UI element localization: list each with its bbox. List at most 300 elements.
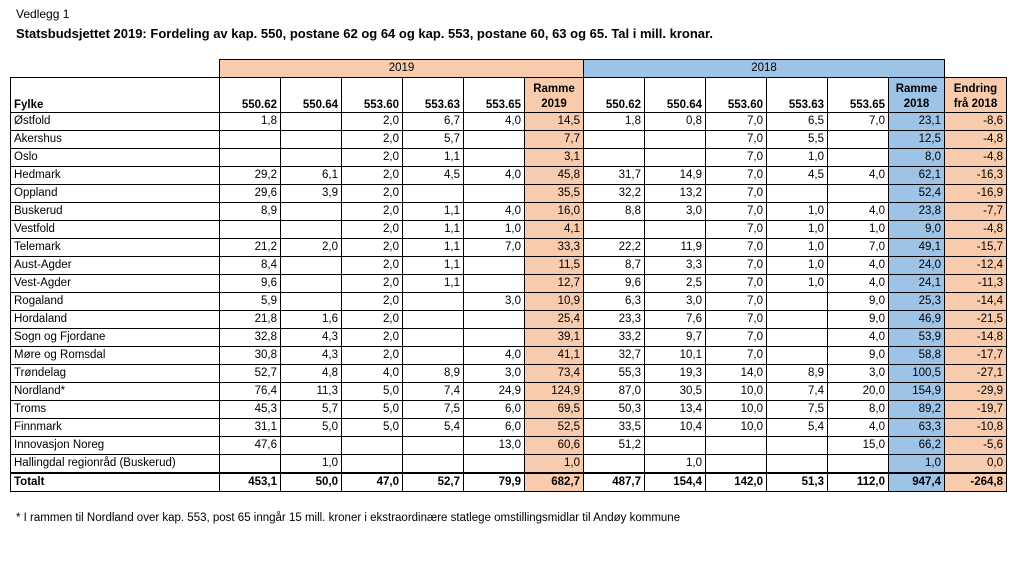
value-cell: 3,0 (645, 203, 706, 221)
total-value-cell: 453,1 (220, 473, 281, 492)
value-cell: 58,8 (889, 347, 945, 365)
value-cell: -19,7 (945, 401, 1007, 419)
fylke-cell: Sogn og Fjordane (11, 329, 220, 347)
total-row (11, 473, 1007, 492)
value-cell: 50,3 (584, 401, 645, 419)
col-header-fylke: Fylke (11, 78, 220, 113)
fylke-cell: Vest-Agder (11, 275, 220, 293)
value-cell: 2,0 (342, 275, 403, 293)
value-cell: 124,9 (525, 383, 584, 401)
value-cell: 5,9 (220, 293, 281, 311)
col-header-ramme-2019: Ramme 2019 (525, 78, 584, 113)
value-cell: 5,4 (403, 419, 464, 437)
budget-table (10, 59, 1007, 492)
value-cell: 1,0 (281, 455, 342, 474)
value-cell: -15,7 (945, 239, 1007, 257)
table-row (11, 401, 1007, 419)
value-cell (281, 275, 342, 293)
value-cell: 6,7 (403, 113, 464, 131)
value-cell: 2,0 (342, 131, 403, 149)
value-cell: 0,8 (645, 113, 706, 131)
value-cell: 9,0 (889, 221, 945, 239)
value-cell: 4,5 (403, 167, 464, 185)
value-cell: 30,5 (645, 383, 706, 401)
value-cell: 73,4 (525, 365, 584, 383)
footnote: * I rammen til Nordland over kap. 553, post 65 inngår 15 mill. kroner i ekstraordinære statlege omstillingsmidlar til Andøy kommune (16, 512, 681, 524)
value-cell: 2,0 (342, 311, 403, 329)
table-row (11, 275, 1007, 293)
value-cell (464, 149, 525, 167)
value-cell: 4,0 (828, 275, 889, 293)
value-cell (342, 437, 403, 455)
value-cell: 1,1 (403, 221, 464, 239)
value-cell: 3,3 (645, 257, 706, 275)
total-value-cell: 682,7 (525, 473, 584, 492)
fylke-cell: Nordland* (11, 383, 220, 401)
value-cell: 7,0 (828, 113, 889, 131)
value-cell: 14,0 (706, 365, 767, 383)
value-cell: 11,3 (281, 383, 342, 401)
value-cell (767, 311, 828, 329)
col-header-2018-553-63: 553.63 (767, 78, 828, 113)
value-cell: 7,0 (706, 131, 767, 149)
value-cell: 2,0 (342, 257, 403, 275)
value-cell: 14,5 (525, 113, 584, 131)
group-header-2018: 2018 (584, 60, 945, 78)
value-cell: 4,0 (464, 167, 525, 185)
value-cell: 1,0 (525, 455, 584, 474)
value-cell: 51,2 (584, 437, 645, 455)
value-cell: 1,1 (403, 203, 464, 221)
value-cell: 9,6 (220, 275, 281, 293)
value-cell: 60,6 (525, 437, 584, 455)
value-cell (464, 257, 525, 275)
value-cell: 4,0 (464, 113, 525, 131)
value-cell (464, 131, 525, 149)
table-row (11, 203, 1007, 221)
value-cell: 41,1 (525, 347, 584, 365)
value-cell: 31,1 (220, 419, 281, 437)
value-cell: 7,0 (706, 311, 767, 329)
value-cell: 5,7 (403, 131, 464, 149)
fylke-cell: Vestfold (11, 221, 220, 239)
value-cell: -11,3 (945, 275, 1007, 293)
value-cell: 3,0 (464, 365, 525, 383)
col-header-endring: Endring frå 2018 (945, 78, 1007, 113)
table-row (11, 365, 1007, 383)
value-cell (281, 131, 342, 149)
value-cell (645, 437, 706, 455)
value-cell: 5,0 (342, 383, 403, 401)
table-row (11, 149, 1007, 167)
col-header-ramme-2018: Ramme 2018 (889, 78, 945, 113)
value-cell: 4,0 (828, 419, 889, 437)
value-cell: 21,8 (220, 311, 281, 329)
value-cell: 7,0 (706, 113, 767, 131)
value-cell: 2,0 (342, 239, 403, 257)
table-row (11, 419, 1007, 437)
fylke-cell: Akershus (11, 131, 220, 149)
value-cell: 55,3 (584, 365, 645, 383)
total-value-cell: 52,7 (403, 473, 464, 492)
value-cell: 1,0 (889, 455, 945, 474)
value-cell: 1,0 (767, 257, 828, 275)
value-cell: 7,0 (706, 167, 767, 185)
value-cell (828, 185, 889, 203)
fylke-cell: Innovasjon Noreg (11, 437, 220, 455)
value-cell: 7,0 (706, 203, 767, 221)
value-cell: 19,3 (645, 365, 706, 383)
value-cell: 23,1 (889, 113, 945, 131)
table-row (11, 239, 1007, 257)
value-cell: 6,5 (767, 113, 828, 131)
value-cell: 5,5 (767, 131, 828, 149)
value-cell: 3,9 (281, 185, 342, 203)
value-cell: 22,2 (584, 239, 645, 257)
value-cell: -21,5 (945, 311, 1007, 329)
value-cell (645, 149, 706, 167)
value-cell: 11,5 (525, 257, 584, 275)
value-cell: 2,0 (342, 203, 403, 221)
value-cell (403, 455, 464, 474)
page-title: Statsbudsjettet 2019: Fordeling av kap. 550, postane 62 og 64 og kap. 553, postane 60, 63 og 65. Tal i mill. kronar. (16, 26, 713, 41)
value-cell: 2,5 (645, 275, 706, 293)
value-cell: -27,1 (945, 365, 1007, 383)
appendix-label: Vedlegg 1 (16, 7, 70, 21)
value-cell (220, 455, 281, 474)
fylke-cell: Hallingdal regionråd (Buskerud) (11, 455, 220, 474)
value-cell: 87,0 (584, 383, 645, 401)
value-cell: -4,8 (945, 131, 1007, 149)
value-cell: 29,2 (220, 167, 281, 185)
value-cell: 2,0 (342, 167, 403, 185)
fylke-cell: Trøndelag (11, 365, 220, 383)
fylke-cell: Hedmark (11, 167, 220, 185)
value-cell: 39,1 (525, 329, 584, 347)
value-cell: 13,2 (645, 185, 706, 203)
value-cell (767, 329, 828, 347)
fylke-cell: Hordaland (11, 311, 220, 329)
value-cell (767, 455, 828, 474)
value-cell: 52,4 (889, 185, 945, 203)
value-cell: 3,1 (525, 149, 584, 167)
value-cell (403, 311, 464, 329)
value-cell: 7,5 (767, 401, 828, 419)
value-cell: 62,1 (889, 167, 945, 185)
value-cell: 24,1 (889, 275, 945, 293)
value-cell (464, 185, 525, 203)
col-header-2019-553-65: 553.65 (464, 78, 525, 113)
value-cell: 7,0 (464, 239, 525, 257)
value-cell: 4,0 (828, 203, 889, 221)
table-row (11, 293, 1007, 311)
value-cell: 25,4 (525, 311, 584, 329)
value-cell (281, 149, 342, 167)
value-cell (281, 113, 342, 131)
value-cell: 10,0 (706, 401, 767, 419)
col-header-2018-550-64: 550.64 (645, 78, 706, 113)
value-cell: 1,0 (828, 221, 889, 239)
value-cell (281, 293, 342, 311)
value-cell (767, 437, 828, 455)
fylke-cell: Møre og Romsdal (11, 347, 220, 365)
group-header-2019: 2019 (220, 60, 584, 78)
value-cell: -8,6 (945, 113, 1007, 131)
value-cell (828, 455, 889, 474)
fylke-cell: Aust-Agder (11, 257, 220, 275)
value-cell: 1,1 (403, 257, 464, 275)
value-cell: 69,5 (525, 401, 584, 419)
value-cell: 6,3 (584, 293, 645, 311)
fylke-cell: Troms (11, 401, 220, 419)
value-cell: 1,0 (645, 455, 706, 474)
value-cell: 14,9 (645, 167, 706, 185)
value-cell (220, 131, 281, 149)
value-cell: 2,0 (342, 329, 403, 347)
value-cell (828, 131, 889, 149)
value-cell: 7,6 (645, 311, 706, 329)
value-cell (767, 185, 828, 203)
total-value-cell: 947,4 (889, 473, 945, 492)
value-cell: 2,0 (342, 347, 403, 365)
value-cell: 4,1 (525, 221, 584, 239)
value-cell: 9,7 (645, 329, 706, 347)
value-cell: -16,9 (945, 185, 1007, 203)
value-cell: -16,3 (945, 167, 1007, 185)
value-cell: 8,0 (889, 149, 945, 167)
total-value-cell: 154,4 (645, 473, 706, 492)
value-cell: 7,4 (767, 383, 828, 401)
value-cell: 7,0 (828, 239, 889, 257)
value-cell: 5,0 (342, 419, 403, 437)
value-cell: 7,0 (706, 347, 767, 365)
value-cell: 2,0 (342, 149, 403, 167)
value-cell: 2,0 (342, 293, 403, 311)
value-cell: 8,9 (220, 203, 281, 221)
value-cell (584, 131, 645, 149)
table-row (11, 455, 1007, 474)
value-cell: 45,8 (525, 167, 584, 185)
fylke-cell: Telemark (11, 239, 220, 257)
value-cell: 53,9 (889, 329, 945, 347)
value-cell: 76,4 (220, 383, 281, 401)
table-row (11, 113, 1007, 131)
total-value-cell: 487,7 (584, 473, 645, 492)
value-cell: 3,0 (464, 293, 525, 311)
value-cell: 12,7 (525, 275, 584, 293)
fylke-cell: Rogaland (11, 293, 220, 311)
value-cell: 3,0 (828, 365, 889, 383)
value-cell: 4,0 (828, 167, 889, 185)
value-cell: 24,0 (889, 257, 945, 275)
value-cell: 4,5 (767, 167, 828, 185)
value-cell (828, 149, 889, 167)
table-row (11, 437, 1007, 455)
value-cell: 12,5 (889, 131, 945, 149)
value-cell: 46,9 (889, 311, 945, 329)
value-cell: 23,8 (889, 203, 945, 221)
value-cell: 10,0 (706, 419, 767, 437)
value-cell: 47,6 (220, 437, 281, 455)
value-cell: 7,5 (403, 401, 464, 419)
value-cell: -4,8 (945, 221, 1007, 239)
value-cell: 8,8 (584, 203, 645, 221)
table-row (11, 257, 1007, 275)
value-cell: 35,5 (525, 185, 584, 203)
value-cell: 32,2 (584, 185, 645, 203)
value-cell: 4,8 (281, 365, 342, 383)
value-cell: 7,0 (706, 329, 767, 347)
value-cell: -12,4 (945, 257, 1007, 275)
value-cell: 7,0 (706, 293, 767, 311)
value-cell: 89,2 (889, 401, 945, 419)
value-cell: 1,1 (403, 239, 464, 257)
value-cell: 66,2 (889, 437, 945, 455)
value-cell: 8,4 (220, 257, 281, 275)
table-row (11, 221, 1007, 239)
value-cell (281, 257, 342, 275)
value-cell (464, 455, 525, 474)
value-cell: 4,0 (828, 257, 889, 275)
total-value-cell: 47,0 (342, 473, 403, 492)
value-cell (584, 149, 645, 167)
value-cell: 7,0 (706, 221, 767, 239)
value-cell: 0,0 (945, 455, 1007, 474)
col-header-2018-553-65: 553.65 (828, 78, 889, 113)
value-cell (464, 329, 525, 347)
value-cell (645, 221, 706, 239)
value-cell: 2,0 (342, 221, 403, 239)
col-header-2018-553-60: 553.60 (706, 78, 767, 113)
value-cell: 23,3 (584, 311, 645, 329)
value-cell: 1,8 (220, 113, 281, 131)
value-cell: 52,7 (220, 365, 281, 383)
value-cell: 7,0 (706, 185, 767, 203)
value-cell: 2,0 (342, 185, 403, 203)
value-cell (220, 149, 281, 167)
value-cell: 4,3 (281, 329, 342, 347)
value-cell: 20,0 (828, 383, 889, 401)
fylke-cell: Buskerud (11, 203, 220, 221)
value-cell: 31,7 (584, 167, 645, 185)
fylke-cell: Finnmark (11, 419, 220, 437)
value-cell: 29,6 (220, 185, 281, 203)
value-cell: 1,0 (464, 221, 525, 239)
value-cell: 4,0 (464, 203, 525, 221)
value-cell: -4,8 (945, 149, 1007, 167)
fylke-cell: Østfold (11, 113, 220, 131)
value-cell (281, 437, 342, 455)
value-cell (403, 347, 464, 365)
total-value-cell: 112,0 (828, 473, 889, 492)
value-cell: 10,0 (706, 383, 767, 401)
value-cell (645, 131, 706, 149)
value-cell: 7,0 (706, 239, 767, 257)
value-cell: 154,9 (889, 383, 945, 401)
value-cell: -10,8 (945, 419, 1007, 437)
total-value-cell: -264,8 (945, 473, 1007, 492)
value-cell: -5,6 (945, 437, 1007, 455)
fylke-cell: Oppland (11, 185, 220, 203)
table-row (11, 167, 1007, 185)
value-cell: 24,9 (464, 383, 525, 401)
value-cell: 4,0 (342, 365, 403, 383)
value-cell: 21,2 (220, 239, 281, 257)
value-cell: -17,7 (945, 347, 1007, 365)
value-cell: 52,5 (525, 419, 584, 437)
value-cell (342, 455, 403, 474)
value-cell (767, 293, 828, 311)
value-cell: -7,7 (945, 203, 1007, 221)
value-cell (464, 275, 525, 293)
value-cell: 7,4 (403, 383, 464, 401)
table-row (11, 329, 1007, 347)
value-cell: 7,0 (706, 275, 767, 293)
value-cell (403, 293, 464, 311)
value-cell (584, 221, 645, 239)
value-cell (464, 311, 525, 329)
value-cell: 33,2 (584, 329, 645, 347)
total-value-cell: 79,9 (464, 473, 525, 492)
value-cell: 1,1 (403, 149, 464, 167)
value-cell: 1,8 (584, 113, 645, 131)
value-cell: 32,7 (584, 347, 645, 365)
value-cell: 9,0 (828, 311, 889, 329)
table-row (11, 347, 1007, 365)
table-row (11, 383, 1007, 401)
value-cell (706, 437, 767, 455)
col-header-2019-550-64: 550.64 (281, 78, 342, 113)
value-cell: 6,1 (281, 167, 342, 185)
value-cell (706, 455, 767, 474)
value-cell: -14,4 (945, 293, 1007, 311)
value-cell: 1,1 (403, 275, 464, 293)
value-cell (220, 221, 281, 239)
value-cell: 7,7 (525, 131, 584, 149)
value-cell: -14,8 (945, 329, 1007, 347)
value-cell: 1,0 (767, 203, 828, 221)
total-label: Totalt (11, 473, 220, 492)
value-cell (281, 221, 342, 239)
value-cell: 11,9 (645, 239, 706, 257)
value-cell (767, 347, 828, 365)
value-cell: 63,3 (889, 419, 945, 437)
value-cell: 2,0 (342, 113, 403, 131)
value-cell (403, 329, 464, 347)
value-cell: 16,0 (525, 203, 584, 221)
value-cell: 25,3 (889, 293, 945, 311)
value-cell: 7,0 (706, 149, 767, 167)
value-cell: 1,0 (767, 239, 828, 257)
total-value-cell: 142,0 (706, 473, 767, 492)
value-cell: 7,0 (706, 257, 767, 275)
value-cell: 10,4 (645, 419, 706, 437)
value-cell: 5,7 (281, 401, 342, 419)
value-cell: 1,0 (767, 275, 828, 293)
value-cell: 33,5 (584, 419, 645, 437)
value-cell: 13,0 (464, 437, 525, 455)
value-cell: 100,5 (889, 365, 945, 383)
value-cell: 9,0 (828, 347, 889, 365)
value-cell: 8,9 (767, 365, 828, 383)
value-cell: 49,1 (889, 239, 945, 257)
value-cell: 8,7 (584, 257, 645, 275)
col-header-2018-550-62: 550.62 (584, 78, 645, 113)
col-header-2019-553-63: 553.63 (403, 78, 464, 113)
value-cell: 9,0 (828, 293, 889, 311)
value-cell (584, 455, 645, 474)
value-cell: 45,3 (220, 401, 281, 419)
